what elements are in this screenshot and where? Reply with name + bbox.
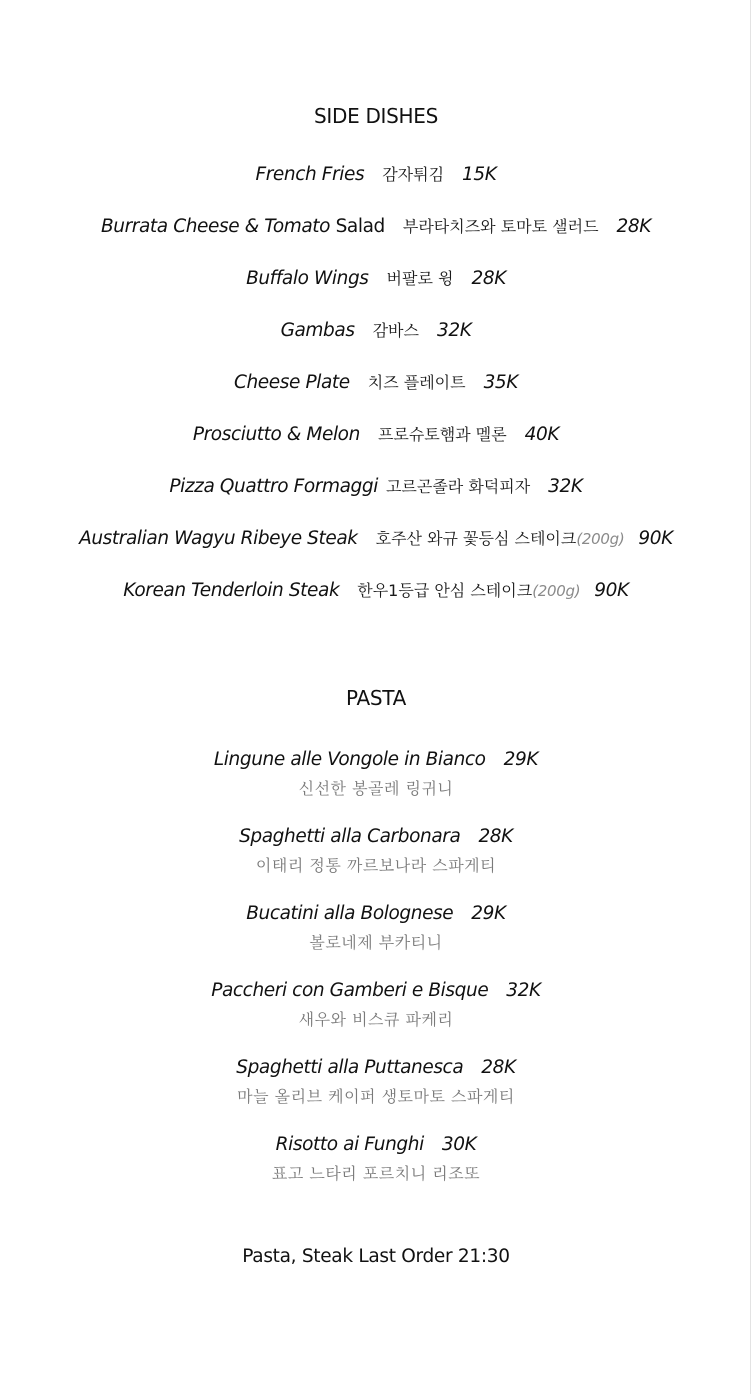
pasta-item [0, 744, 752, 821]
pasta-korean: 신선한 봉골레 링귀니 [298, 779, 454, 798]
pasta-item [0, 821, 752, 898]
side-dish-name: Prosciutto & Melon [192, 424, 360, 445]
side-dish-item [0, 262, 752, 314]
pasta-name-line [0, 821, 752, 853]
side-dish-item [0, 470, 752, 522]
side-dish-name: Australian Wagyu Ribeye Steak [79, 528, 358, 549]
side-dish-korean: 감자튀김 [382, 165, 445, 184]
side-dish-price: 28K [471, 268, 506, 289]
pasta-title: PASTA [345, 686, 406, 710]
pasta-name-line [0, 744, 752, 776]
pasta-name-line [0, 898, 752, 930]
side-dish-item [0, 158, 752, 210]
side-dish-item [0, 574, 752, 626]
side-dish-korean: 고르곤졸라 화덕피자 [385, 477, 531, 496]
side-dish-name: Gambas [280, 320, 355, 341]
side-dish-price: 32K [548, 476, 583, 497]
side-dish-korean: 한우1등급 안심 스테이크 [357, 581, 533, 600]
side-dish-price: 90K [594, 580, 629, 601]
side-dish-name: French Fries [255, 164, 365, 185]
side-dish-name-suffix: Salad [335, 216, 385, 237]
last-order-notice: Pasta, Steak Last Order 21:30 [242, 1246, 510, 1267]
side-dish-price: 40K [524, 424, 560, 445]
side-dish-name: Cheese Plate [233, 372, 350, 393]
pasta-name: Spaghetti alla Carbonara [239, 826, 461, 847]
side-dish-item [0, 522, 752, 574]
side-dish-korean: 버팔로 윙 [386, 269, 454, 288]
pasta-korean: 이태리 정통 까르보나라 스파게티 [255, 856, 497, 875]
side-dish-price: 28K [616, 216, 652, 237]
side-dish-name: Burrata Cheese & Tomato [100, 216, 331, 237]
side-dishes-title: SIDE DISHES [313, 104, 439, 128]
pasta-item [0, 1129, 752, 1206]
pasta-korean: 마늘 올리브 케이퍼 생토마토 스파게티 [237, 1087, 515, 1106]
pasta-price: 32K [506, 980, 541, 1001]
pasta-list [0, 744, 752, 1206]
pasta-name: Risotto ai Funghi [275, 1134, 424, 1155]
side-dish-item [0, 366, 752, 418]
pasta-name-line [0, 975, 752, 1007]
pasta-name: Spaghetti alla Puttanesca [236, 1057, 464, 1078]
side-dish-item [0, 314, 752, 366]
pasta-item [0, 1052, 752, 1129]
side-dish-price: 35K [483, 372, 519, 393]
pasta-name: Lingune alle Vongole in Bianco [213, 749, 486, 770]
side-dish-korean: 호주산 와규 꽃등심 스테이크 [375, 529, 577, 548]
side-dish-korean: 감바스 [372, 321, 419, 340]
side-dish-price: 90K [638, 528, 673, 549]
side-dish-weight: (200g) [576, 530, 625, 548]
pasta-name-line [0, 1129, 752, 1161]
side-dish-name: Pizza Quattro Formaggi [169, 476, 378, 497]
pasta-korean: 표고 느타리 포르치니 리조또 [271, 1164, 481, 1183]
pasta-price: 29K [471, 903, 506, 924]
pasta-price: 28K [478, 826, 513, 847]
pasta-item [0, 975, 752, 1052]
pasta-name: Bucatini alla Bolognese [246, 903, 454, 924]
side-dish-item [0, 210, 752, 262]
side-dish-item [0, 418, 752, 470]
side-dish-name: Korean Tenderloin Steak [123, 580, 340, 601]
side-dish-price: 32K [436, 320, 472, 341]
pasta-item [0, 898, 752, 975]
side-dish-korean: 부라타치즈와 토마토 샐러드 [402, 217, 599, 236]
pasta-price: 29K [503, 749, 539, 770]
pasta-price: 30K [441, 1134, 477, 1155]
side-dish-weight: (200g) [532, 582, 581, 600]
side-dish-price: 15K [462, 164, 497, 185]
side-dish-name: Buffalo Wings [246, 268, 369, 289]
pasta-name: Paccheri con Gamberi e Bisque [211, 980, 489, 1001]
pasta-korean: 볼로네제 부카티니 [309, 933, 443, 952]
side-dishes-list [0, 158, 752, 626]
side-dish-korean: 프로슈토햄과 멜론 [377, 425, 507, 444]
pasta-name-line [0, 1052, 752, 1084]
pasta-price: 28K [481, 1057, 516, 1078]
pasta-korean: 새우와 비스큐 파케리 [298, 1010, 454, 1029]
side-dish-korean: 치즈 플레이트 [367, 373, 466, 392]
